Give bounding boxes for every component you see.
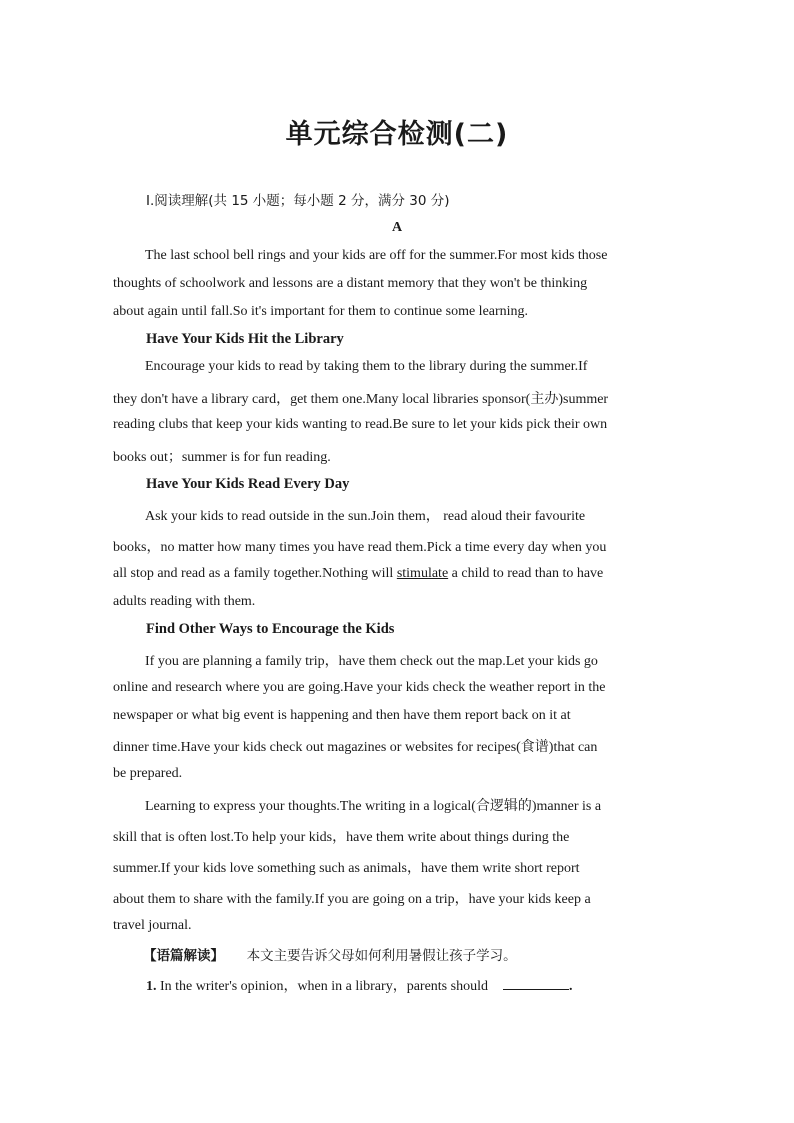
note-text: 本文主要告诉父母如何利用暑假让孩子学习。 bbox=[246, 948, 517, 964]
writing-line-3: summer.If your kids love something such as animals，have them write short report bbox=[113, 861, 580, 876]
other-ways-line-5: be prepared. bbox=[113, 766, 183, 781]
other-ways-line-3: newspaper or what big event is happening and then have them report back on it at bbox=[113, 708, 571, 723]
intro-line-3: about again until fall.So it's important for them to continue some learning. bbox=[113, 304, 529, 319]
other-ways-heading: Find Other Ways to Encourage the Kids bbox=[146, 621, 395, 637]
writing-line-2: skill that is often lost.To help your kids，have them write about things during the bbox=[113, 830, 570, 845]
read-daily-line-1: Ask your kids to read outside in the sun.Join them， read aloud their favourite bbox=[145, 509, 586, 524]
library-line-2: they don't have a library card，get them one.Many local libraries sponsor(主办)summer bbox=[113, 392, 609, 407]
discourse-note bbox=[143, 944, 517, 964]
question-number: 1. bbox=[146, 979, 157, 994]
read-daily-heading: Have Your Kids Read Every Day bbox=[146, 476, 350, 492]
underlined-word: stimulate bbox=[396, 566, 449, 581]
writing-line-1: Learning to express your thoughts.The writing in a logical(合逻辑的)manner is a bbox=[145, 799, 602, 814]
library-line-4: books out；summer is for fun reading. bbox=[113, 450, 331, 465]
other-ways-line-4: dinner time.Have your kids check out magazines or websites for recipes(食谱)that can bbox=[113, 740, 598, 755]
answer-blank[interactable] bbox=[503, 977, 569, 990]
question-text: In the writer's opinion，when in a library，parents should bbox=[160, 979, 488, 994]
section-heading: Ⅰ.阅读理解(共 15 小题；每小题 2 分，满分 30 分) bbox=[146, 193, 450, 209]
read-daily-line-2: books，no matter how many times you have read them.Pick a time every day when you bbox=[113, 540, 607, 555]
question-end: . bbox=[568, 979, 573, 994]
passage-letter: A bbox=[391, 220, 403, 235]
read-daily-line-4: adults reading with them. bbox=[113, 594, 256, 609]
page-title: 单元综合检测(二) bbox=[285, 119, 509, 150]
intro-line-1: The last school bell rings and your kids are off for the summer.For most kids those bbox=[145, 248, 608, 263]
writing-line-5: travel journal. bbox=[113, 918, 192, 933]
note-label: 【语篇解读】 bbox=[143, 948, 224, 964]
question-1 bbox=[146, 975, 572, 995]
library-line-1: Encourage your kids to read by taking them to the library during the summer.If bbox=[145, 359, 588, 374]
read-daily-line-3: all stop and read as a family together.Nothing will stimulate a child to read than to have bbox=[113, 566, 604, 581]
library-heading: Have Your Kids Hit the Library bbox=[146, 331, 344, 347]
writing-line-4: about them to share with the family.If you are going on a trip，have your kids keep a bbox=[113, 892, 591, 907]
intro-line-2: thoughts of schoolwork and lessons are a distant memory that they won't be thinking bbox=[113, 276, 588, 291]
library-line-3: reading clubs that keep your kids wanting to read.Be sure to let your kids pick their own bbox=[113, 417, 608, 432]
other-ways-line-1: If you are planning a family trip，have them check out the map.Let your kids go bbox=[145, 654, 598, 669]
other-ways-line-2: online and research where you are going.Have your kids check the weather report in the bbox=[113, 680, 606, 695]
